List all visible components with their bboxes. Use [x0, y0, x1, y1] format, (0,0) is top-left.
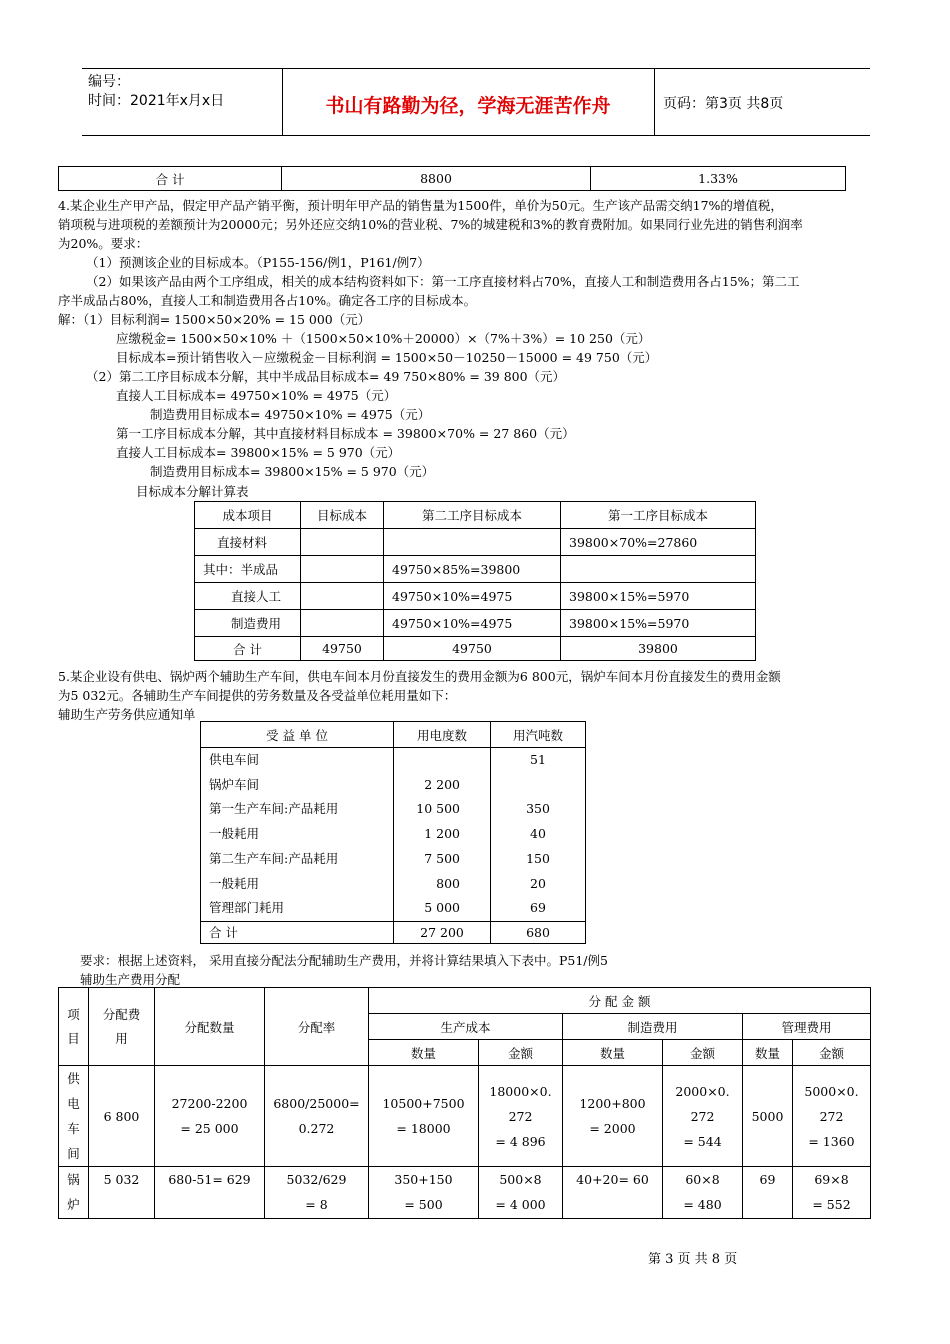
table-total-row: [201, 921, 586, 943]
table-cell: 1 200: [424, 826, 460, 842]
q4-line: 销项税与进项税的差额预计为20000元；另外还应交纳10%的营业税、7%的城建税和3%的教育费附加。如果同行业先进的销售利润率: [58, 217, 803, 232]
table-header: 目标成本: [301, 502, 384, 529]
table-cell: [491, 773, 585, 798]
table-cell: 27 200: [394, 921, 491, 943]
table-cell: [301, 529, 384, 556]
table-cell: 49750×85%=39800: [384, 556, 561, 583]
table-cell: 锅炉: [59, 1167, 89, 1219]
table-cell: 6800/25000= 0.272: [265, 1066, 369, 1167]
table-cell: 5 032: [89, 1167, 155, 1219]
table-cell: 350+150 = 500: [369, 1167, 479, 1219]
table-header: 分配率: [265, 988, 369, 1066]
table-cell: 一般耗用: [209, 875, 260, 891]
table-cell: 2000×0. 272 = 544: [663, 1066, 743, 1167]
table-header: 数量: [369, 1040, 479, 1066]
table-cell: 69: [530, 900, 546, 916]
table-cell: 1200+800 = 2000: [563, 1066, 663, 1167]
table-cell: 第二生产车间:产品耗用: [209, 850, 339, 866]
table-cell: 6 800: [89, 1066, 155, 1167]
table-header: 数量: [563, 1040, 663, 1066]
total-table: [58, 166, 846, 191]
decomp-table: [194, 501, 756, 661]
table-cell: 18000×0. 272 = 4 896: [479, 1066, 563, 1167]
table-cell: 其中：半成品: [195, 556, 301, 583]
table-cell: 第一生产车间:产品耗用: [209, 801, 339, 817]
q4-line: 制造费用目标成本= 39800×15% = 5 970（元）: [150, 464, 435, 479]
table-header: 制造费用: [563, 1014, 743, 1040]
table-header: 第一工序目标成本: [561, 502, 756, 529]
total-amount: 8800: [282, 167, 591, 191]
table-header: 分配数量: [155, 988, 265, 1066]
table-cell: 5000×0. 272 = 1360: [793, 1066, 871, 1167]
total-ratio: 1.33%: [591, 167, 846, 191]
supply-table: [200, 721, 586, 944]
q4-line: 4.某企业生产甲产品，假定甲产品产销平衡，预计明年甲产品的销售量为1500件，单价为50元。生产该产品需交纳17%的增值税，: [58, 198, 783, 213]
table-header: 用电度数: [394, 722, 491, 748]
table-cell: 39800×15%=5970: [561, 610, 756, 637]
q4-line: 制造费用目标成本= 49750×10% = 4975（元）: [150, 407, 431, 422]
page-header: [82, 68, 870, 136]
q4-line: 直接人工目标成本= 39800×15% = 5 970（元）: [116, 445, 401, 460]
table-cell: 40+20= 60: [563, 1167, 663, 1219]
table-cell: 直接材料: [195, 529, 301, 556]
alloc-table: [58, 987, 871, 1219]
table-cell: 7 500: [424, 850, 460, 866]
total-label: 合 计: [59, 167, 282, 191]
table-cell: 51: [530, 752, 546, 767]
table-cell: 5000: [743, 1066, 793, 1167]
table-header: 成本项目: [195, 502, 301, 529]
q4-line: 为20%。要求：: [58, 236, 149, 251]
table-header: 生产成本: [369, 1014, 563, 1040]
table-cell: 39800×15%=5970: [561, 583, 756, 610]
table-row: [195, 556, 756, 583]
table-header: 金额: [663, 1040, 743, 1066]
decomp-table-caption: 目标成本分解计算表: [136, 484, 249, 499]
q5-line: 为5 032元。各辅助生产车间提供的劳务数量及各受益单位耗用量如下：: [58, 688, 457, 703]
q4-line: 第一工序目标成本分解，其中直接材料目标成本 = 39800×70% = 27 860（元）: [116, 426, 575, 441]
table-cell: 500×8 = 4 000: [479, 1167, 563, 1219]
q5-line: 5.某企业设有供电、锅炉两个辅助生产车间，供电车间本月份直接发生的费用金额为6 800元，锅炉车间本月份直接发生的费用金额: [58, 669, 781, 684]
table-cell: 5 000: [424, 900, 460, 916]
table-cell: 800: [436, 875, 460, 891]
q4-line: 序半成品占80%，直接人工和制造费用各占10%。确定各工序的目标成本。: [58, 293, 477, 308]
table-header: 分配费用: [89, 988, 155, 1066]
table-cell: 2 200: [424, 776, 460, 792]
table-header: 第二工序目标成本: [384, 502, 561, 529]
q4-line: 目标成本=预计销售收入－应缴税金－目标利润 = 1500×50－10250－15000 = 49 750（元）: [116, 350, 658, 365]
q5-requirement: 要求：根据上述资料， 采用直接分配法分配辅助生产费用，并将计算结果填入下表中。P51/例5: [80, 953, 608, 968]
supply-units: [201, 748, 394, 922]
table-cell: 39800: [561, 637, 756, 661]
table-cell: [561, 556, 756, 583]
table-header: 金额: [479, 1040, 563, 1066]
table-cell: 制造费用: [195, 610, 301, 637]
table-row: [195, 637, 756, 661]
header-divider: [654, 69, 655, 135]
table-cell: 49750: [301, 637, 384, 661]
q4-line: 解：（1）目标利润= 1500×50×20% = 15 000（元）: [58, 312, 371, 327]
table-cell: [394, 748, 460, 773]
table-cell: [384, 529, 561, 556]
q4-line: 应缴税金= 1500×50×10% ＋（1500×50×10%＋20000）×（7%＋3%）= 10 250（元）: [116, 331, 651, 346]
table-cell: 管理部门耗用: [209, 900, 285, 916]
q4-line: （2）如果该产品由两个工序组成，相关的成本结构资料如下：第一工序直接材料占70%，直接人工和制造费用各占15%；第二工: [86, 274, 800, 289]
table-cell: 49750×10%=4975: [384, 610, 561, 637]
table-cell: 680-51= 629: [155, 1167, 265, 1219]
table-cell: 10 500: [416, 801, 460, 817]
steam-col: [491, 748, 586, 922]
table-row: [59, 1066, 871, 1167]
power-col: [394, 748, 491, 922]
table-header: 数量: [743, 1040, 793, 1066]
page-label: 页码：第3页 共8页: [663, 96, 784, 112]
table-header: 项目: [59, 988, 89, 1066]
table-cell: 5032/629 = 8: [265, 1167, 369, 1219]
table-cell: 69×8 = 552: [793, 1167, 871, 1219]
table-cell: 39800×70%=27860: [561, 529, 756, 556]
table-cell: 69: [743, 1167, 793, 1219]
table-cell: 一般耗用: [209, 826, 260, 842]
table-header: 用汽吨数: [491, 722, 586, 748]
q4-line: （1）预测该企业的目标成本。（P155-156/例1，P161/例7）: [86, 255, 430, 270]
table-cell: 150: [526, 850, 550, 866]
table-cell: 供电车间: [59, 1066, 89, 1167]
alloc-table-caption: 辅助生产费用分配: [80, 972, 181, 987]
table-cell: [301, 610, 384, 637]
table-header: 分 配 金 额: [369, 988, 871, 1014]
table-cell: 锅炉车间: [209, 776, 260, 792]
table-cell: 49750×10%=4975: [384, 583, 561, 610]
table-cell: 20: [530, 875, 546, 891]
time-label: 时间：2021年x月x日: [88, 93, 225, 109]
table-row: [195, 610, 756, 637]
table-cell: [301, 556, 384, 583]
table-row: [59, 1167, 871, 1219]
table-cell: 60×8 = 480: [663, 1167, 743, 1219]
table-cell: 合 计: [201, 921, 394, 943]
q4-line: （2）第二工序目标成本分解，其中半成品目标成本= 49 750×80% = 39 800（元）: [86, 369, 566, 384]
header-meta: [88, 73, 224, 111]
table-cell: 10500+7500 = 18000: [369, 1066, 479, 1167]
q4-line: 直接人工目标成本= 49750×10% = 4975（元）: [116, 388, 397, 403]
table-cell: 直接人工: [195, 583, 301, 610]
table-cell: [301, 583, 384, 610]
table-header: 受 益 单 位: [201, 722, 394, 748]
supply-table-caption: 辅助生产劳务供应通知单: [58, 707, 196, 722]
table-cell: 40: [530, 826, 546, 842]
header-motto: 书山有路勤为径，学海无涯苦作舟: [325, 95, 611, 117]
table-cell: 49750: [384, 637, 561, 661]
number-label: 编号：: [88, 74, 130, 90]
table-cell: 供电车间: [209, 752, 260, 767]
page-footer: 第 3 页 共 8 页: [648, 1252, 738, 1267]
table-header: 金额: [793, 1040, 871, 1066]
table-cell: 合 计: [195, 637, 301, 661]
table-cell: 27200-2200 = 25 000: [155, 1066, 265, 1167]
table-row: [195, 529, 756, 556]
table-cell: 350: [526, 801, 550, 817]
table-cell: 680: [491, 921, 586, 943]
table-row: [195, 583, 756, 610]
table-header: 管理费用: [743, 1014, 871, 1040]
